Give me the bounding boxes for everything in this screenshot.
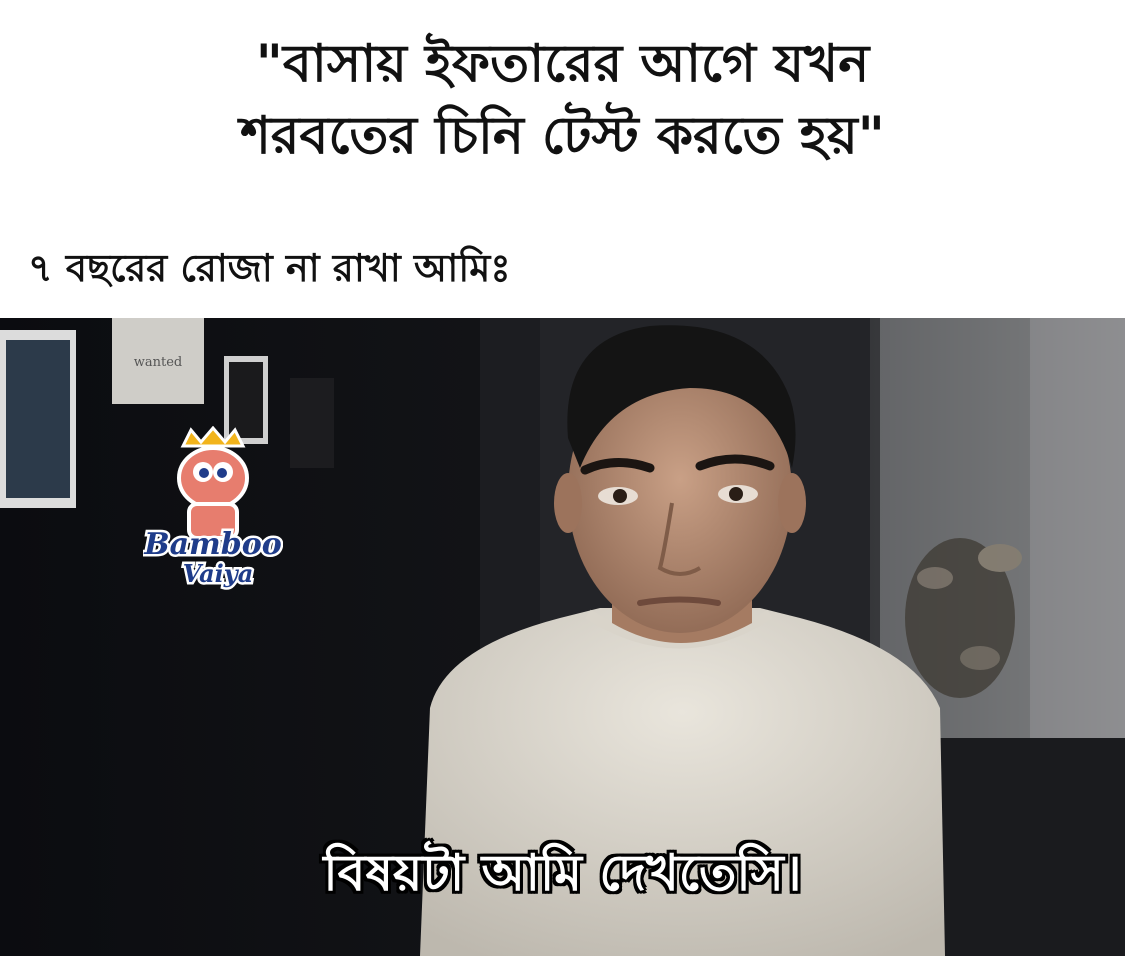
crown-icon [183,428,243,446]
reaction-photo [0,318,1125,956]
wall-frame-dark [290,378,334,468]
wall-frame-left [0,330,76,508]
caption-line-2: শরবতের চিনি টেস্ট করতে হয়" [240,106,885,166]
logo-word-vaiya: Vaiya [182,559,254,588]
caption-line-1: "বাসায় ইফতারের আগে যখন [255,34,870,94]
mascot-head [179,448,247,508]
top-caption [0,28,1125,172]
poster-text: wanted [133,355,183,370]
bamboo-vaiya-logo [143,426,283,596]
lit-panel [1030,318,1125,778]
video-subtitle: বিষয়টা আমি দেখতেসি। [323,844,802,902]
sub-caption: ৭ বছরের রোজা না রাখা আমিঃ [28,246,511,290]
logo-word-bamboo: Bamboo [144,527,282,562]
wall-poster-wanted [112,318,204,404]
